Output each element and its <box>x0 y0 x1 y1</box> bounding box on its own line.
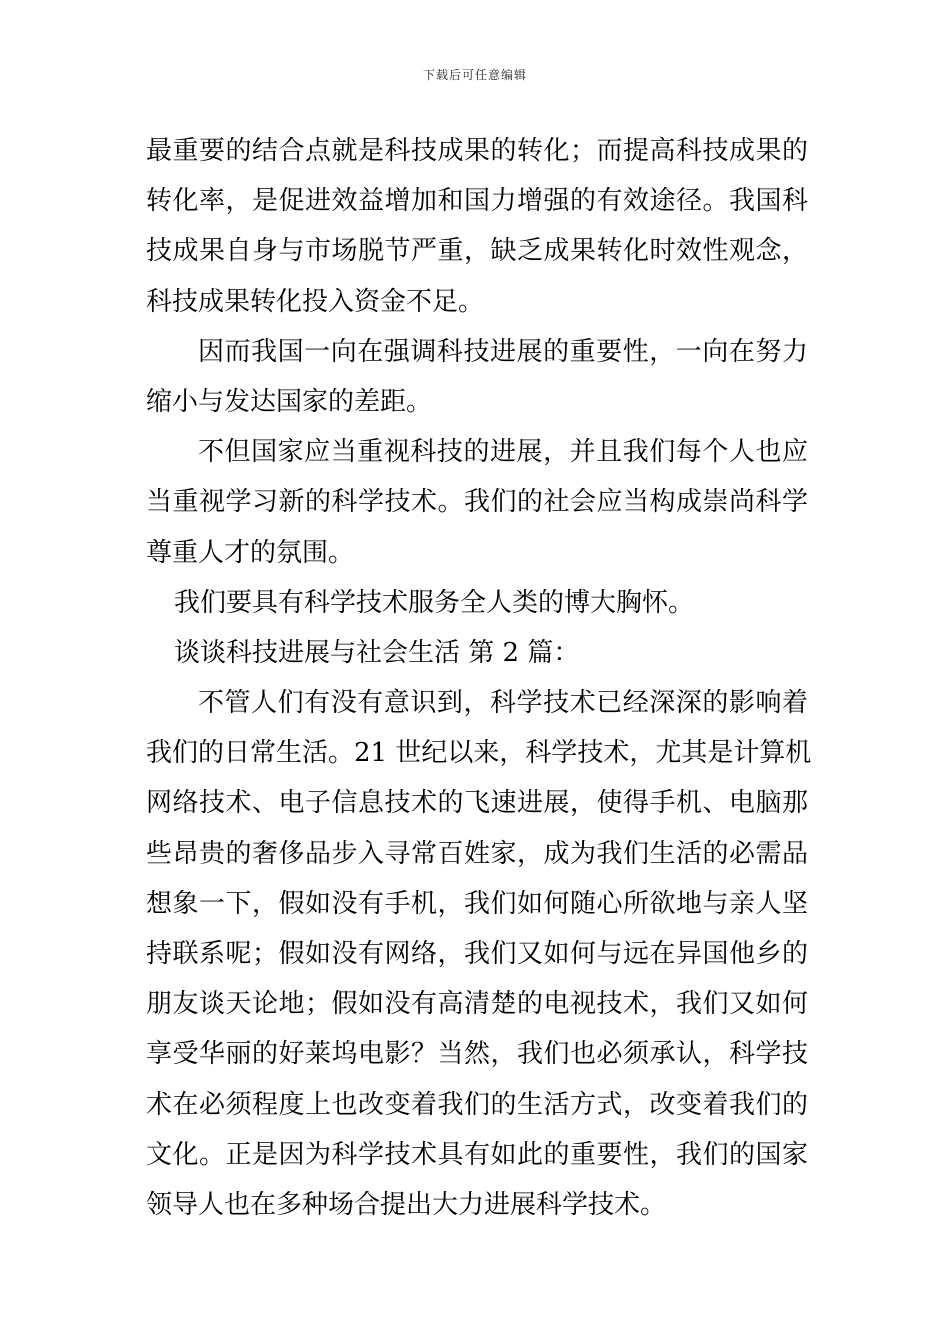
text-line: 文化。正是因为科学技术具有如此的重要性，我们的国家 <box>146 1139 808 1170</box>
text-line: 享受华丽的好莱坞电影？当然，我们也必须承认，科学技 <box>146 1039 808 1070</box>
text-line: 我们要具有科学技术服务全人类的博大胸怀。 <box>174 587 695 618</box>
text-line: 术在必须程度上也改变着我们的生活方式，改变着我们的 <box>146 1089 808 1120</box>
text-line: 缩小与发达国家的差距。 <box>146 386 433 417</box>
text-line: 想象一下，假如没有手机，我们如何随心所欲地与亲人坚 <box>146 888 808 919</box>
text-line: 科技成果转化投入资金不足。 <box>146 286 485 317</box>
text-line: 转化率，是促进效益增加和国力增强的有效途径。我国科 <box>146 186 808 217</box>
text-line: 因而我国一向在强调科技进展的重要性，一向在努力 <box>198 336 808 367</box>
text-line: 不但国家应当重视科技的进展，并且我们每个人也应 <box>198 437 808 468</box>
text-line: 我们的日常生活。21 世纪以来，科学技术，尤其是计算机 <box>146 738 812 769</box>
text-line: 尊重人才的氛围。 <box>146 537 355 568</box>
text-line: 持联系呢；假如没有网络，我们又如何与远在异国他乡的 <box>146 939 808 969</box>
text-line: 领导人也在多种场合提出大力进展科学技术。 <box>146 1189 667 1220</box>
text-line: 朋友谈天论地；假如没有高清楚的电视技术，我们又如何 <box>146 989 808 1020</box>
text-line: 网络技术、电子信息技术的飞速进展，使得手机、电脑那 <box>146 788 808 819</box>
text-line: 最重要的结合点就是科技成果的转化；而提高科技成果的 <box>146 136 808 166</box>
text-line: 技成果自身与市场脱节严重，缺乏成果转化时效性观念， <box>146 236 808 267</box>
text-line: 不管人们有没有意识到，科学技术已经深深的影响着 <box>198 688 808 719</box>
document-body <box>146 126 812 1230</box>
section-heading: 谈谈科技进展与社会生活 第 2 篇： <box>174 637 580 668</box>
page-header: 下载后可任意编辑 <box>422 68 527 82</box>
text-line: 当重视学习新的科学技术。我们的社会应当构成崇尚科学 <box>146 487 808 518</box>
text-line: 些昂贵的奢侈品步入寻常百姓家，成为我们生活的必需品 <box>146 838 808 869</box>
